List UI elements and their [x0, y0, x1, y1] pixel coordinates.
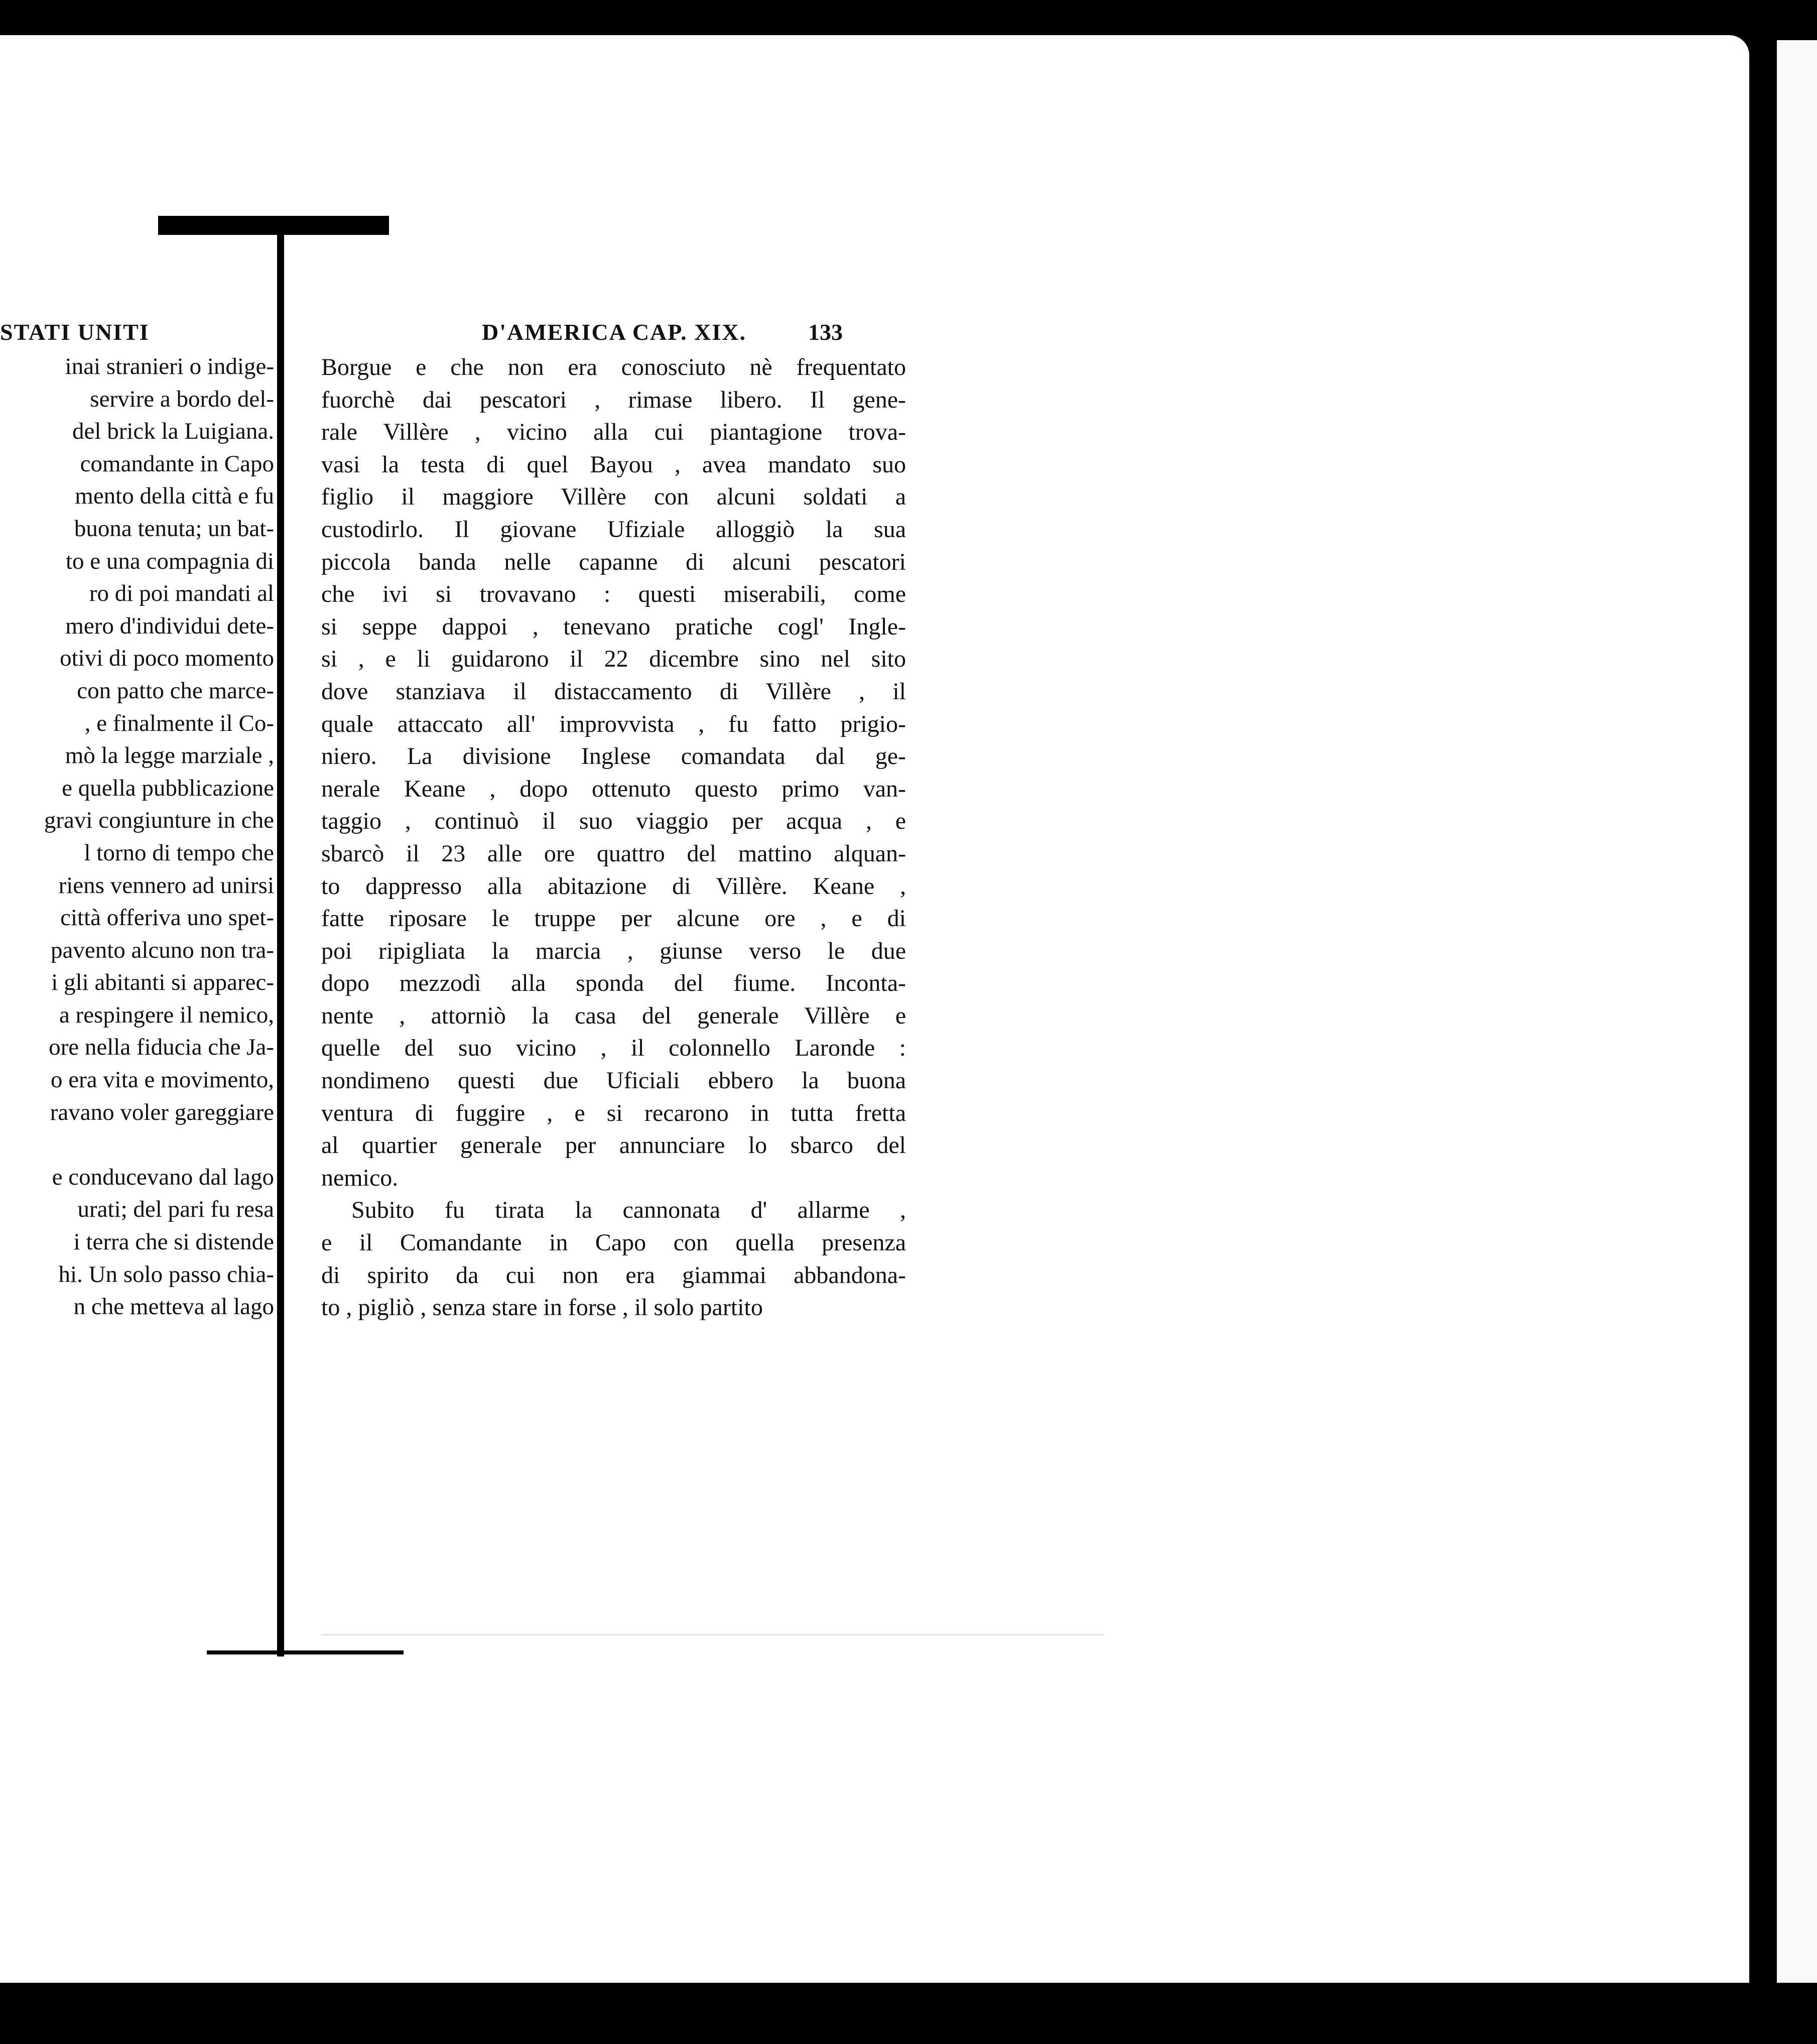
text-line: l torno di tempo che: [84, 839, 274, 866]
text-line: ore nella fiducia che Ja-: [49, 1034, 274, 1061]
scan-border-bottom: [0, 1983, 1817, 2044]
text-line: di spirito da cui non era giammai abbandona-: [321, 1261, 906, 1289]
text-line: inai stranieri o indige-: [65, 353, 274, 379]
text-line: vasi la testa di quel Bayou , avea mandato suo: [321, 451, 906, 478]
text-line: sbarcò il 23 alle ore quattro del mattino alquan-: [321, 840, 906, 867]
gutter-line: [277, 226, 284, 1656]
text-line: che ivi si trovavano : questi miserabili, come: [321, 581, 906, 608]
text-line: poi ripigliata la marcia , giunse verso le due: [321, 937, 906, 964]
page-number: 133: [808, 319, 843, 345]
text-line: Borgue e che non era conosciuto nè frequentato: [321, 354, 906, 380]
text-line: del brick la Luigiana.: [72, 418, 274, 445]
text-line: e il Comandante in Capo con quella presenza: [321, 1229, 906, 1256]
text-line: città offeriva uno spet-: [60, 905, 274, 931]
text-line: taggio , continuò il suo viaggio per acqua , e: [321, 808, 906, 835]
text-line: comandante in Capo: [80, 450, 274, 477]
scan-artifact-line: [321, 1634, 1104, 1635]
page-edge-shadow: [1749, 60, 1775, 1998]
text-line: nondimeno questi due Uficiali ebbero la buona: [321, 1067, 906, 1094]
text-line: al quartier generale per annunciare lo sbarco del: [321, 1132, 906, 1159]
text-line: o era vita e movimento,: [50, 1067, 274, 1093]
text-line: rale Villère , vicino alla cui piantagione trova-: [321, 419, 906, 446]
text-line: ro di poi mandati al: [89, 580, 274, 607]
text-line: con patto che marce-: [77, 677, 274, 704]
text-line: [0, 1128, 274, 1161]
gutter-top-bar: [158, 216, 389, 235]
text-line: mero d'individui dete-: [65, 612, 274, 639]
text-line: e conducevano dal lago: [52, 1164, 274, 1190]
text-line: quale attaccato all' improvvista , fu fatto prigio-: [321, 710, 906, 737]
text-line: a respingere il nemico,: [59, 1001, 274, 1028]
text-line: , e finalmente il Co-: [84, 710, 274, 736]
text-line: dopo mezzodì alla sponda del fiume. Inconta-: [321, 970, 906, 997]
text-line: i gli abitanti si apparec-: [51, 969, 274, 996]
text-line: nerale Keane , dopo ottenuto questo primo van-: [321, 775, 906, 802]
text-line: to dappresso alla abitazione di Villère. Keane ,: [321, 872, 906, 900]
text-line: Subito fu tirata la cannonata d' allarme ,: [351, 1197, 906, 1224]
next-page-sliver: [1777, 40, 1817, 1998]
text-line: otivi di poco momento: [60, 645, 274, 672]
text-line: gravi congiunture in che: [44, 807, 274, 834]
text-line: pavento alcuno non tra-: [50, 937, 274, 963]
text-line: figlio il maggiore Villère con alcuni soldati a: [321, 483, 906, 510]
text-line: mò la legge marziale ,: [65, 742, 274, 769]
text-line: to e una compagnia di: [65, 548, 274, 574]
text-line: quelle del suo vicino , il colonnello Laronde :: [321, 1035, 906, 1062]
text-line: hi. Un solo passo chia-: [58, 1261, 274, 1288]
text-line: riens vennero ad unirsi: [58, 872, 274, 899]
text-line: nemico.: [321, 1164, 399, 1191]
left-text-column: [0, 350, 274, 1323]
text-line: fuorchè dai pescatori , rimase libero. Il gene-: [321, 386, 906, 413]
gutter-base-bar: [207, 1650, 404, 1654]
text-line: nente , attorniò la casa del generale Villère e: [321, 1002, 906, 1029]
text-line: to , pigliò , senza stare in forse , il solo partito: [321, 1294, 763, 1321]
right-running-head: D'AMERICA CAP. XIX.: [482, 319, 746, 345]
text-line: n che metteva al lago: [73, 1294, 274, 1320]
text-line: mento della città e fu: [75, 483, 274, 509]
text-line: e quella pubblicazione: [62, 775, 274, 801]
text-line: si , e li guidarono il 22 dicembre sino nel sito: [321, 646, 906, 673]
text-line: buona tenuta; un bat-: [74, 515, 274, 542]
text-line: ravano voler gareggiare: [50, 1099, 274, 1125]
text-line: custodirlo. Il giovane Ufiziale alloggiò la sua: [321, 516, 906, 543]
text-line: ventura di fuggire , e si recarono in tutta fretta: [321, 1099, 906, 1126]
text-line: urati; del pari fu resa: [77, 1196, 274, 1223]
text-line: servire a bordo del-: [90, 386, 274, 412]
text-line: si seppe dappoi , tenevano pratiche cogl' Ingle-: [321, 613, 906, 640]
left-running-head: STATI UNITI: [0, 319, 150, 345]
text-line: fatte riposare le truppe per alcune ore , e di: [321, 905, 906, 932]
text-line: niero. La divisione Inglese comandata dal ge-: [321, 743, 906, 770]
text-line: dove stanziava il distaccamento di Villère , il: [321, 678, 906, 705]
text-line: piccola banda nelle capanne di alcuni pescatori: [321, 548, 906, 575]
right-text-column: [321, 351, 906, 1324]
text-line: i terra che si distende: [73, 1229, 274, 1255]
